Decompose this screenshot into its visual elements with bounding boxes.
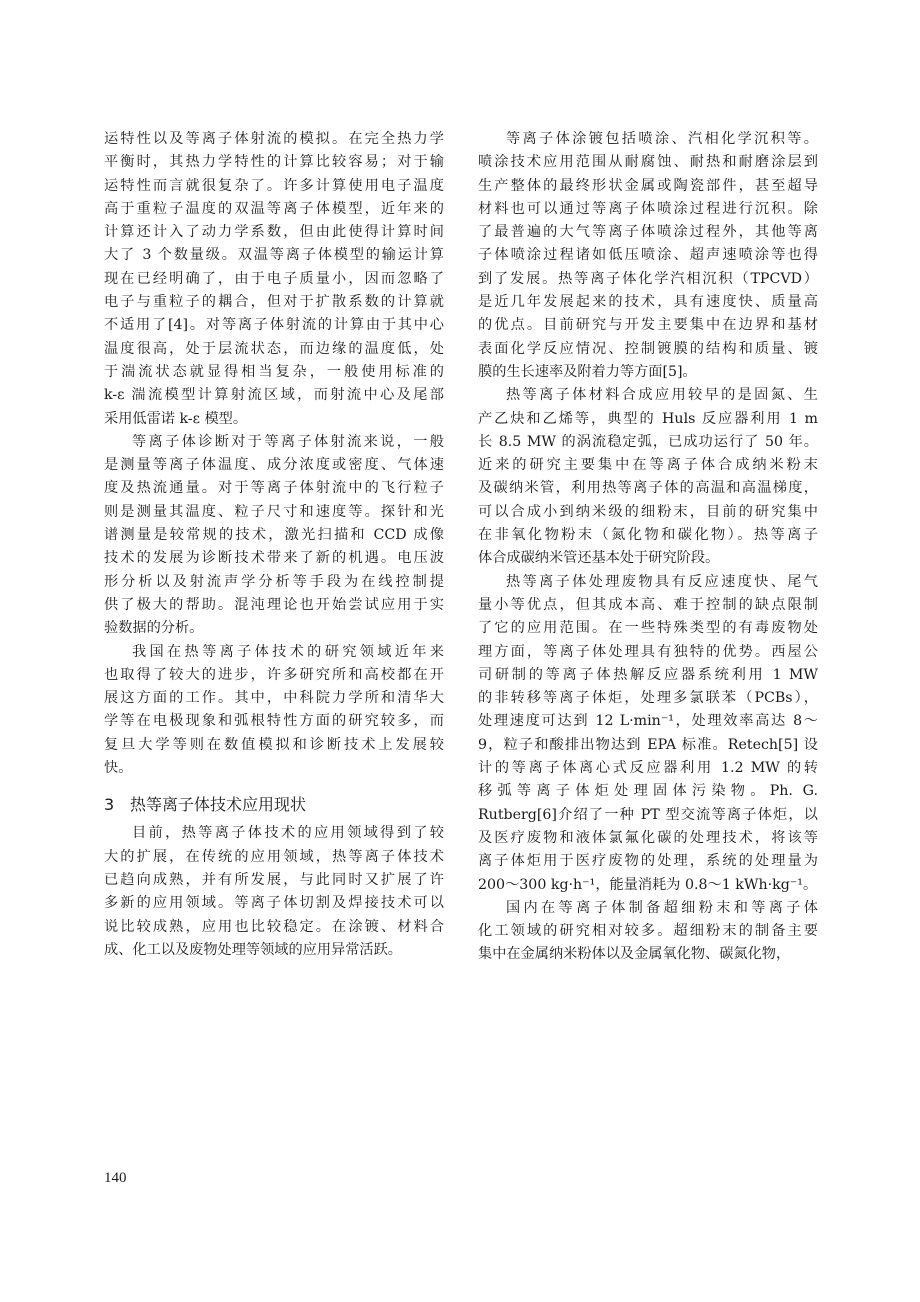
text-line: 理方面，等离子体处理具有独特的优势。西屋公 — [478, 643, 818, 660]
text-line: k-ε 湍流模型计算射流区域，而射流中心及尾部 — [104, 387, 444, 404]
text-line: 现在已经明确了，由于电子质量小，因而忽略了 — [104, 270, 444, 287]
text-line: 形分析以及射流声学分析等手段为在线控制提 — [104, 573, 444, 590]
text-line: 集中在金属纳米粉体以及金属氧化物、碳氮化物， — [478, 946, 791, 963]
text-line: 快。 — [104, 760, 133, 777]
text-line: Rutberg[6]介绍了一种 PT 型交流等离子体炬，以 — [478, 806, 818, 823]
text-line: 学等在电极现象和弧根特性方面的研究较多，而 — [104, 713, 444, 730]
text-line: 子体喷涂过程诸如低压喷涂、超声速喷涂等也得 — [478, 247, 818, 264]
text-line: 是测量等离子体温度、成分浓度或密度、气体速 — [104, 457, 444, 474]
left-column — [104, 128, 444, 962]
text-line: 是近几年发展起来的技术，具有速度快、质量高 — [478, 294, 818, 311]
text-line: 于湍流状态就显得相当复杂，一般使用标准的 — [104, 363, 444, 380]
text-line: 热等离子体处理废物具有反应速度快、尾气 — [506, 573, 818, 590]
text-line: 等离子体涂镀包括喷涂、汽相化学沉积等。 — [506, 131, 818, 147]
text-line: 复旦大学等则在数值模拟和诊断技术上发展较 — [104, 736, 444, 753]
text-line: 9，粒子和酸排出物达到 EPA 标准。Retech[5] 设 — [478, 736, 818, 753]
text-line: 膜的生长速率及附着力等方面[5]。 — [478, 363, 697, 380]
section-title: 热等离子体技术应用现状 — [130, 795, 307, 815]
text-line: 表面化学反应情况、控制镀膜的结构和质量、镀 — [478, 340, 818, 357]
paragraph — [478, 384, 818, 570]
text-line: 度及热流通量。对于等离子体射流中的飞行粒子 — [104, 480, 444, 497]
text-line: 喷涂技术应用范围从耐腐蚀、耐热和耐磨涂层到 — [478, 154, 818, 171]
text-line: 平衡时，其热力学特性的计算比较容易；对于输 — [104, 154, 444, 171]
text-line: 展这方面的工作。其中，中科院力学所和清华大 — [104, 690, 444, 707]
page-number: 140 — [104, 1170, 127, 1186]
text-line: 技术的发展为诊断技术带来了新的机遇。电压波 — [104, 550, 444, 567]
text-line: 电子与重粒子的耦合，但对于扩散系数的计算就 — [104, 294, 444, 311]
text-line: 采用低雷诺 k-ε 模型。 — [104, 410, 248, 427]
text-line: 说比较成熟，应用也比较稳定。在涂镀、材料合 — [104, 918, 444, 935]
text-line: 在非氧化物粉末（氮化物和碳化物）。热等离子 — [478, 527, 818, 544]
text-line: 的优点。目前研究与开发主要集中在边界和基材 — [478, 317, 818, 334]
text-line: 高于重粒子温度的双温等离子体模型，近年来的 — [104, 200, 444, 217]
text-line: 大的扩展，在传统的应用领域，热等离子体技术 — [104, 848, 444, 865]
text-line: 成、化工以及废物处理等领域的应用异常活跃。 — [104, 941, 402, 958]
text-line: 体合成碳纳米管还基本处于研究阶段。 — [478, 550, 720, 567]
text-line: 了它的应用范围。在一些特殊类型的有毒废物处 — [478, 620, 818, 637]
text-line: 计算还计入了动力学系数，但由此使得计算时间 — [104, 224, 444, 241]
text-line: 供了极大的帮助。混沌理论也开始尝试应用于实 — [104, 596, 444, 613]
text-line: 生产整体的最终形状金属或陶瓷部件，甚至超导 — [478, 177, 818, 194]
text-line: 国内在等离子体制备超细粉末和等离子体 — [506, 899, 818, 916]
text-line: 的非转移等离子体炬，处理多氯联苯（PCBs）， — [478, 690, 818, 707]
text-line: 热等离子体材料合成应用较早的是固氮、生 — [506, 387, 818, 404]
right-column — [478, 128, 818, 967]
text-line: 多新的应用领域。等离子体切割及焊接技术可以 — [104, 895, 444, 912]
paragraph — [104, 128, 444, 431]
text-line: 离子体炬用于医疗废物的处理，系统的处理量为 — [478, 853, 818, 870]
section-number: 3 — [104, 795, 115, 815]
text-line: 可以合成小到纳米级的细粉末，目前的研究集中 — [478, 503, 818, 520]
text-line: 产乙炔和乙烯等，典型的 Huls 反应器利用 1 m — [478, 410, 818, 427]
text-line: 也取得了较大的进步，许多研究所和高校都在开 — [104, 666, 444, 683]
paragraph — [104, 822, 444, 962]
text-line: 谱测量是较常规的技术，激光扫描和 CCD 成像 — [104, 527, 444, 544]
text-line: 目前，热等离子体技术的应用领域得到了较 — [132, 825, 444, 842]
text-line: 长 8.5 MW 的涡流稳定弧，已成功运行了 50 年。 — [478, 433, 818, 450]
paragraph — [104, 431, 444, 641]
text-line: 计的等离子体离心式反应器利用 1.2 MW 的转 — [478, 760, 818, 777]
text-line: 到了发展。热等离子体化学汽相沉积（TPCVD） — [478, 270, 818, 287]
text-line: 移弧等离子体炬处理固体污染物。Ph. G. — [478, 783, 818, 800]
text-line: 司研制的等离子体热解反应器系统利用 1 MW — [478, 666, 818, 683]
text-line: 200～300 kg·h⁻¹，能量消耗为 0.8～1 kWh·kg⁻¹。 — [478, 876, 818, 893]
text-line: 化工领域的研究相对较多。超细粉末的制备主要 — [478, 923, 818, 940]
text-line: 处理速度可达到 12 L·min⁻¹，处理效率高达 8～ — [478, 713, 818, 730]
paragraph — [478, 128, 818, 384]
text-line: 已趋向成熟，并有所发展，与此同时又扩展了许 — [104, 871, 444, 888]
text-line: 温度很高，处于层流状态，而边缘的温度低，处 — [104, 340, 444, 357]
text-line: 运特性以及等离子体射流的模拟。在完全热力学 — [104, 131, 444, 147]
text-line: 则是测量其温度、粒子尺寸和速度等。探针和光 — [104, 503, 444, 520]
text-line: 量小等优点，但其成本高、难于控制的缺点限制 — [478, 596, 818, 613]
paragraph — [478, 571, 818, 897]
text-line: 运特性而言就很复杂了。许多计算使用电子温度 — [104, 177, 444, 194]
text-line: 大了 3 个数量级。双温等离子体模型的输运计算 — [104, 247, 444, 264]
text-line: 了最普遍的大气等离子体喷涂过程外，其他等离 — [478, 224, 818, 241]
text-line: 不适用了[4]。对等离子体射流的计算由于其中心 — [104, 317, 444, 334]
text-line: 等离子体诊断对于等离子体射流来说，一般 — [132, 433, 444, 450]
text-line: 及碳纳米管，利用热等离子体的高温和高温梯度， — [478, 480, 818, 497]
paragraph — [478, 897, 818, 967]
text-line: 验数据的分析。 — [104, 620, 204, 637]
text-line: 材料也可以通过等离子体喷涂过程进行沉积。除 — [478, 200, 818, 217]
text-line: 我国在热等离子体技术的研究领域近年来 — [132, 643, 444, 660]
text-line: 近来的研究主要集中在等离子体合成纳米粉末 — [478, 457, 818, 474]
paragraph — [104, 641, 444, 781]
section-heading — [104, 788, 444, 822]
text-line: 及医疗废物和液体氯氟化碳的处理技术，将该等 — [478, 829, 818, 846]
